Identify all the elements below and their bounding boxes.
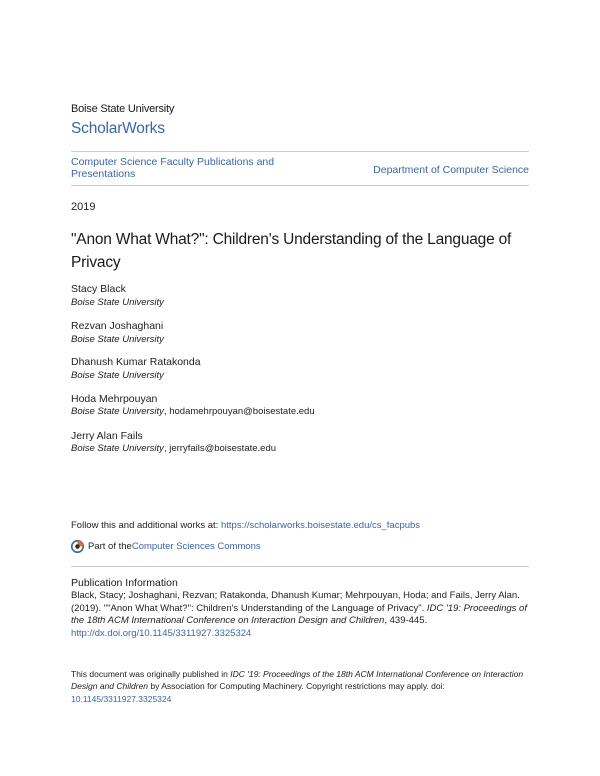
part-of-line: Part of the Computer Sciences Commons — [71, 540, 261, 553]
author-name: Jerry Alan Fails — [71, 430, 143, 442]
repository-link[interactable]: ScholarWorks — [71, 120, 165, 137]
author-name: Stacy Black — [71, 283, 126, 295]
author-affiliation: Boise State University — [71, 297, 164, 308]
department-link[interactable]: Department of Computer Science — [373, 164, 529, 176]
paper-title: "Anon What What?": Children's Understanding of the Language of Privacy — [71, 231, 512, 271]
publication-year: 2019 — [71, 201, 96, 213]
doi-link[interactable]: http://dx.doi.org/10.1145/3311927.3325324 — [71, 627, 252, 639]
university-name: Boise State University — [71, 103, 175, 115]
publication-info-heading: Publication Information — [71, 577, 178, 589]
author-name: Dhanush Kumar Ratakonda — [71, 356, 201, 368]
author-affiliation: Boise State University, jerryfails@boisestate.edu — [71, 443, 277, 454]
author-affiliation: Boise State University — [71, 370, 164, 381]
author-email: , hodamehrpouyan@boisestate.edu — [163, 406, 315, 417]
divider — [71, 151, 529, 152]
author-name: Rezvan Joshaghani — [71, 320, 164, 332]
follow-line: Follow this and additional works at: https://scholarworks.boisestate.edu/cs_facpubs — [71, 520, 421, 531]
divider — [71, 566, 529, 567]
author-name: Hoda Mehrpouyan — [71, 393, 158, 405]
author-affiliation: Boise State University — [71, 334, 164, 345]
notice-doi-link[interactable]: 10.1145/3311927.3325324 — [71, 693, 172, 704]
collection-url-link[interactable]: https://scholarworks.boisestate.edu/cs_facpubs — [220, 520, 421, 531]
commons-link[interactable]: Computer Sciences Commons — [131, 541, 261, 552]
author-affiliation: Boise State University, hodamehrpouyan@boisestate.edu — [71, 406, 315, 417]
series-link[interactable]: Computer Science Faculty Publications and Presentations — [71, 156, 275, 180]
citation: Black, Stacy; Joshaghani, Rezvan; Ratakonda, Dhanush Kumar; Mehrpouyan, Hoda; and Fails, Jerry Alan. (2019). ""Anon What What?": Children's Understanding of the Language of Privacy". IDC '19: Proceedings of the 18th ACM International Conference on Interaction Design and Children, 439-445. http://dx.doi.org/10.1145/3311927.3325324 — [71, 590, 527, 639]
original-publication-notice: This document was originally published in IDC '19: Proceedings of the 18th ACM International Conference on Interaction Design and Children by Association for Computing Machinery. Copyright restrictions may apply. doi: 10.1145/3311927.3325324 — [71, 669, 524, 704]
commons-icon — [71, 540, 84, 553]
author-email: , jerryfails@boisestate.edu — [163, 443, 277, 454]
divider — [71, 185, 529, 186]
